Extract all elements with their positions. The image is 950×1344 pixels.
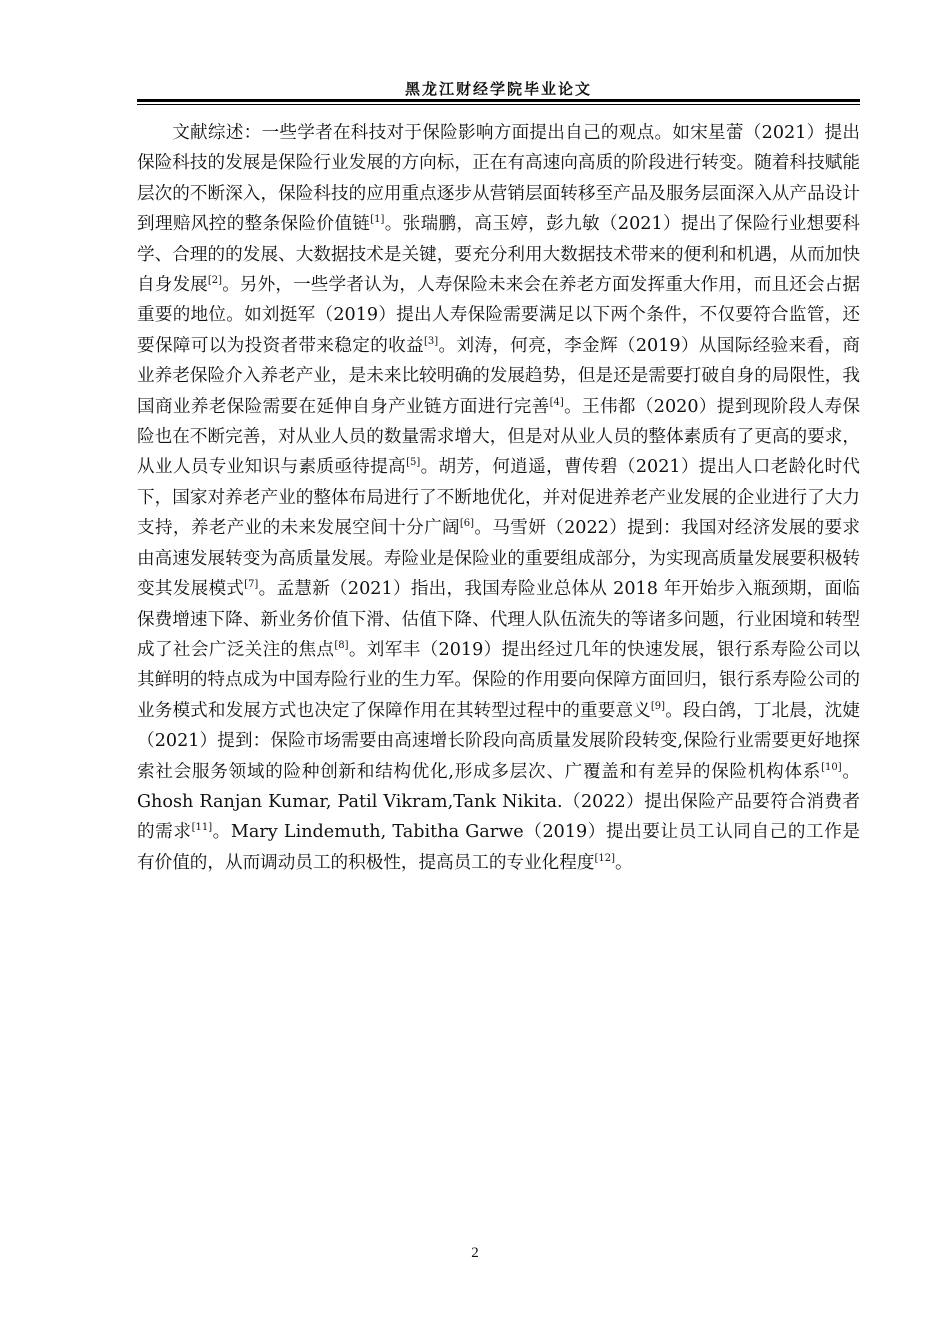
paragraph-text-run: 。胡芳，何逍遥，曹传碧（2021）提出人口老龄化时代下，国家对养老产业的整体布局进行了不断地优化，并对促进养老产业发展的企业进行了大力支持，养老产业的未来发展空间十分广阔 bbox=[137, 457, 860, 539]
paragraph-text-run: 。 bbox=[614, 852, 633, 873]
literature-review-body bbox=[137, 118, 860, 878]
citation-marker: [8] bbox=[334, 640, 349, 652]
citation-marker: [7] bbox=[244, 579, 259, 591]
citation-marker: [12] bbox=[594, 852, 615, 864]
literature-review-paragraph bbox=[137, 118, 860, 878]
page-header-title: 黑龙江财经学院毕业论文 bbox=[404, 80, 592, 98]
citation-marker: [2] bbox=[207, 275, 223, 287]
citation-marker: [5] bbox=[406, 457, 421, 469]
paragraph-text-run: 。段白鸽，丁北晨，沈婕（2021）提到：保险市场需要由高速增长阶段向高质量发展阶段转变,保险行业需要更好地探索社会服务领域的险种创新和结构优化,形成多层次、广覆盖和有差异的保险机构体系 bbox=[137, 700, 860, 782]
paragraph-text-run: 。刘涛，何亮，李金辉（2019）从国际经验来看，商业养老保险介入养老产业，是未来比较明确的发展趋势，但是还是需要打破自身的局限性，我国商业养老保险需要在延伸自身产业链方面进行完善 bbox=[137, 335, 860, 417]
paragraph-text-run: 。另外，一些学者认为，人寿保险未来会在养老方面发挥重大作用，而且还会占据重要的地位。如刘挺军（2019）提出人寿保险需要满足以下两个条件，不仅要符合监管，还要保障可以为投资者带来稳定的收益 bbox=[137, 275, 860, 356]
paragraph-text-run: 文献综述：一些学者在科技对于保险影响方面提出自己的观点。如宋星蕾（2021）提出保险科技的发展是保险行业发展的方向标，正在有高速向高质的阶段进行转变。随着科技赋能层次的不断深入，保险科技的应用重点逐步从营销层面转移至产品及服务层面深入从产品设计到理赔风控的整条保险价值链 bbox=[137, 123, 860, 235]
header-rule-thick bbox=[137, 99, 860, 102]
citation-marker: [9] bbox=[650, 700, 666, 712]
paragraph-text-run: 。孟慧新（2021）指出，我国寿险业总体从 2018 年开始步入瓶颈期，面临保费增速下降、新业务价值下滑、估值下降、代理人队伍流失的等诸多问题，行业困境和转型成了社会广泛关注的焦点 bbox=[137, 579, 860, 660]
paragraph-text-run: 。Ghosh Ranjan Kumar, Patil Vikram,Tank Nikita.（2022）提出保险产品要符合消费者的需求 bbox=[137, 761, 860, 843]
citation-marker: [11] bbox=[191, 822, 213, 834]
citation-marker: [3] bbox=[424, 335, 439, 347]
citation-marker: [1] bbox=[370, 214, 385, 226]
paragraph-text-run: 。Mary Lindemuth, Tabitha Garwe（2019）提出要让员工认同自己的工作是有价值的，从而调动员工的积极性，提高员工的专业化程度 bbox=[137, 822, 860, 873]
paragraph-text-run: 。王伟都（2020）提到现阶段人寿保险也在不断完善，对从业人员的数量需求增大，但是对从业人员的整体素质有了更高的要求，从业人员专业知识与素质亟待提高 bbox=[137, 396, 860, 478]
citation-marker: [6] bbox=[459, 518, 475, 530]
paragraph-text-run: 。刘军丰（2019）提出经过几年的快速发展，银行系寿险公司以其鲜明的特点成为中国寿险行业的生力军。保险的作用要向保障方面回归，银行系寿险公司的业务模式和发展方式也决定了保障作用在其转型过程中的重要意义 bbox=[137, 639, 860, 721]
header-rule-thin bbox=[137, 104, 860, 105]
paragraph-text-run: 。马雪妍（2022）提到：我国对经济发展的要求由高速发展转变为高质量发展。寿险业是保险业的重要组成部分，为实现高质量发展要积极转变其发展模式 bbox=[137, 518, 860, 600]
citation-marker: [4] bbox=[549, 396, 564, 408]
paragraph-text-run: 。张瑞鹏，高玉婷，彭九敏（2021）提出了保险行业想要科学、合理的的发展、大数据技术是关键，要充分利用大数据技术带来的便利和机遇，从而加快自身发展 bbox=[137, 214, 860, 296]
citation-marker: [10] bbox=[821, 761, 842, 773]
page-number: 2 bbox=[471, 1245, 479, 1261]
